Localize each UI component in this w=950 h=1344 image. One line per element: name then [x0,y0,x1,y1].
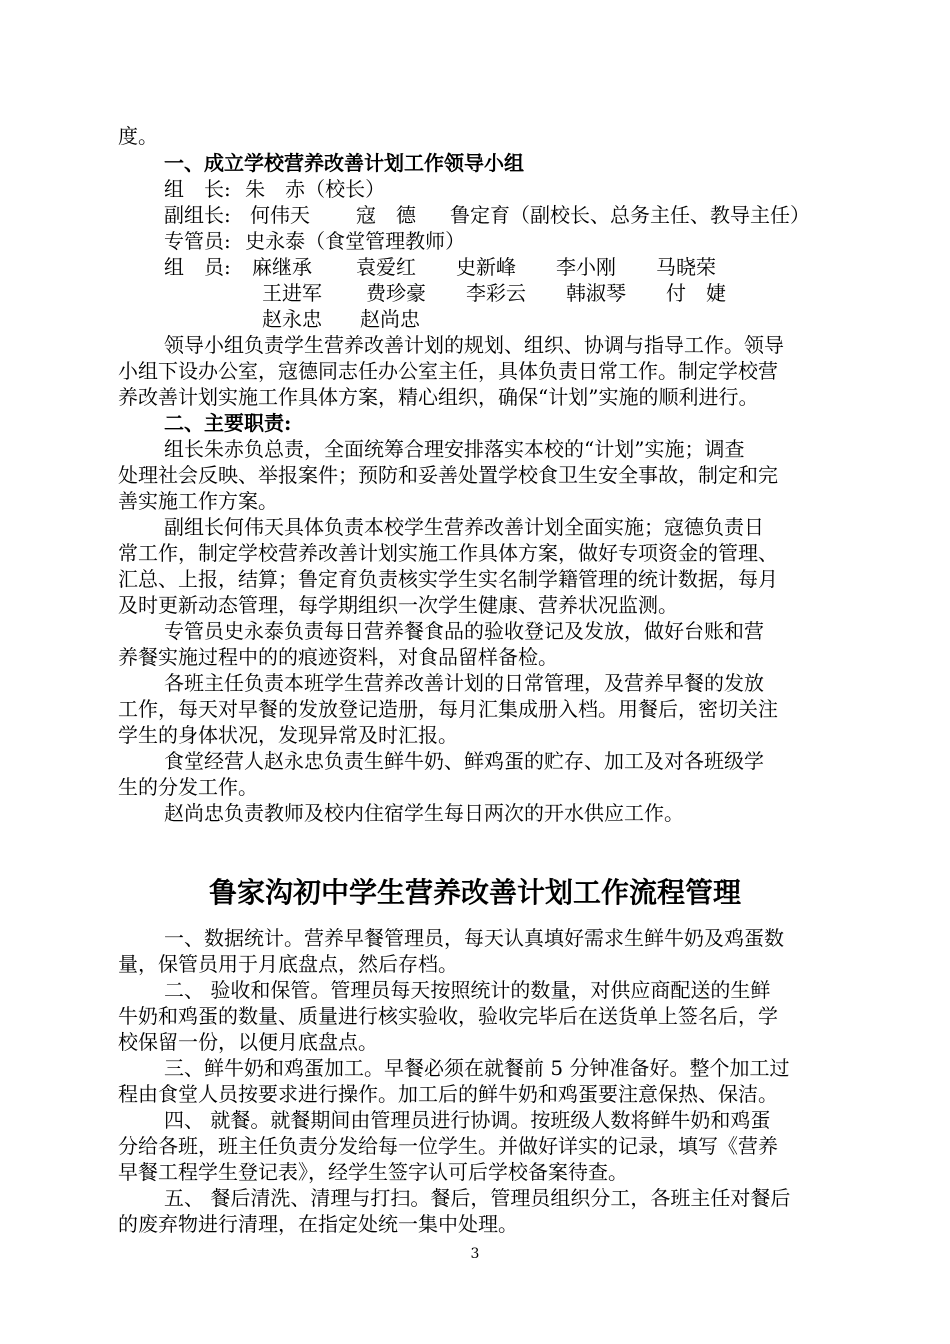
paragraph-line: 副组长何伟天具体负责本校学生营养改善计划全面实施；寇德负责日 [164,515,764,539]
member-name: 赵永忠 [262,307,322,331]
paragraph-line: 量，保管员用于月底盘点，然后存档。 [118,952,458,976]
paragraph-line: 校保留一份，以便月底盘点。 [118,1030,378,1054]
paragraph-line: 处理社会反映、举报案件；预防和妥善处置学校食卫生安全事故，制定和完 [118,463,778,487]
paragraph-line: 常工作，制定学校营养改善计划实施工作具体方案，做好专项资金的管理、 [118,541,778,565]
paragraph-line: 五、 餐后清洗、清理与打扫。餐后，管理员组织分工，各班主任对餐后 [164,1186,791,1210]
member-name: 史新峰 [456,255,516,279]
vice-name: 寇 德 [356,203,416,227]
specialist-label: 专管员: [164,229,231,253]
member-name: 王进军 [262,281,322,305]
paragraph-line: 养改善计划实施工作具体方案，精心组织，确保“计划”实施的顺利进行。 [118,385,759,409]
paragraph-line: 善实施工作方案。 [118,489,278,513]
section-heading-2: 二、主要职责: [164,411,292,435]
paragraph-line: 赵尚忠负责教师及校内住宿学生每日两次的开水供应工作。 [164,801,684,825]
paragraph-line: 牛奶和鸡蛋的数量、质量进行核实验收，验收完毕后在送货单上签名后，学 [118,1004,778,1028]
member-name: 马晓荣 [656,255,716,279]
paragraph-line: 专管员史永泰负责每日营养餐食品的验收登记及发放，做好台账和营 [164,619,764,643]
document-title: 鲁家沟初中学生营养改善计划工作流程管理 [208,876,741,909]
leader-row [164,176,385,202]
paragraph-line: 分给各班，班主任负责分发给每一位学生。并做好详实的记录，填写《营养 [118,1134,778,1158]
paragraph-line: 养餐实施过程中的的痕迹资料，对食品留样备检。 [118,645,558,669]
member-name: 李彩云 [466,281,526,305]
paragraph-line: 二、 验收和保管。管理员每天按照统计的数量，对供应商配送的生鲜 [164,978,771,1002]
paragraph-line: 汇总、上报，结算；鲁定育负责核实学生实名制学籍管理的统计数据，每月 [118,567,778,591]
member-name: 韩淑琴 [566,281,626,305]
member-name: 费珍豪 [366,281,426,305]
paragraph-line: 生的分发工作。 [118,775,258,799]
page-number: 3 [470,1246,480,1262]
paragraph-line: 工作，每天对早餐的发放登记造册，每月汇集成册入档。用餐后，密切关注 [118,697,778,721]
vice-note: （副校长、总务主任、教导主任） [510,203,810,227]
paragraph-line: 小组下设办公室，寇德同志任办公室主任，具体负责日常工作。制定学校营 [118,359,778,383]
paragraph-line: 四、 就餐。就餐期间由管理员进行协调。按班级人数将鲜牛奶和鸡蛋 [164,1108,771,1132]
paragraph-line: 食堂经营人赵永忠负责生鲜牛奶、鲜鸡蛋的贮存、加工及对各班级学 [164,749,764,773]
member-name: 麻继承 [252,255,312,279]
paragraph-line: 一、数据统计。营养早餐管理员，每天认真填好需求生鲜牛奶及鸡蛋数 [164,926,784,950]
paragraph-line: 领导小组负责学生营养改善计划的规划、组织、协调与指导工作。领导 [164,333,784,357]
paragraph-line: 学生的身体状况，发现异常及时汇报。 [118,723,458,747]
vice-name: 鲁定育 [450,203,510,227]
paragraph-line: 三、鲜牛奶和鸡蛋加工。早餐必须在就餐前 5 分钟准备好。整个加工过 [164,1056,790,1080]
member-name: 袁爱红 [356,255,416,279]
members-label: 组 员: [164,255,231,279]
member-name: 李小刚 [556,255,616,279]
specialist-value: 史永泰（食堂管理教师） [245,229,466,253]
lead-text: 度。 [118,124,158,148]
paragraph-line: 及时更新动态管理，每学期组织一次学生健康、营养状况监测。 [118,593,678,617]
leader-value: 朱 赤（校长） [245,177,386,201]
paragraph-line: 组长朱赤负总责，全面统筹合理安排落实本校的“计划”实施；调查 [164,437,745,461]
vice-label: 副组长: [164,203,231,227]
member-name: 赵尚忠 [360,307,420,331]
paragraph-line: 程由食堂人员按要求进行操作。加工后的鲜牛奶和鸡蛋要注意保热、保洁。 [118,1082,778,1106]
member-name: 付 婕 [666,281,726,305]
paragraph-line: 的废弃物进行清理，在指定处统一集中处理。 [118,1212,518,1236]
paragraph-line: 早餐工程学生登记表》，经学生签字认可后学校备案待查。 [118,1160,628,1184]
leader-label: 组 长: [164,177,231,201]
section-heading-1: 一、成立学校营养改善计划工作领导小组 [164,151,524,175]
specialist-row [164,228,465,254]
paragraph-line: 各班主任负责本班学生营养改善计划的日常管理，及营养早餐的发放 [164,671,764,695]
vice-name: 何伟天 [250,203,310,227]
